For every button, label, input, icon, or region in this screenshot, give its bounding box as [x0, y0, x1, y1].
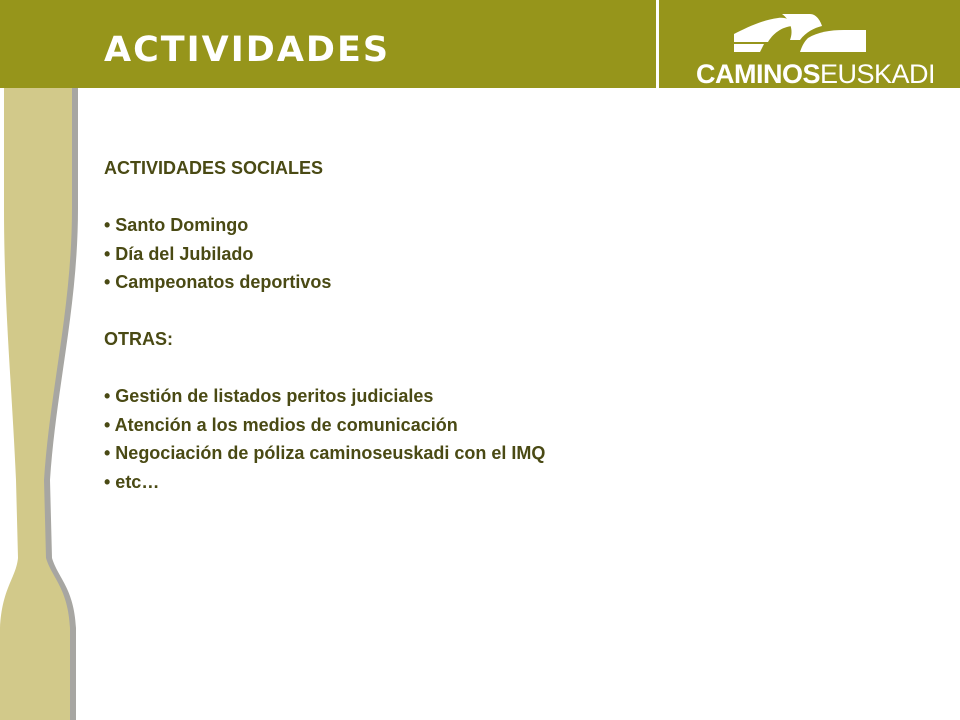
list-item: • Día del Jubilado — [104, 243, 254, 264]
spacer — [104, 297, 904, 326]
camino-wave-logo-mark-icon — [734, 12, 874, 54]
logo-text-caminos: CAMINOS — [696, 59, 820, 89]
section-heading-social: ACTIVIDADES SOCIALES — [104, 158, 324, 178]
list-item: • Santo Domingo — [104, 215, 249, 235]
list-item: • Negociación de póliza caminoseuskadi con el IMQ — [104, 443, 546, 463]
slide-title: ACTIVIDADES — [104, 30, 391, 70]
slide-content — [104, 154, 904, 496]
logo-wordmark — [696, 60, 935, 88]
list-item: • Atención a los medios de comunicación — [104, 414, 458, 435]
caminos-euskadi-logo — [690, 8, 940, 88]
logo-text-euskadi: EUSKADI — [820, 59, 936, 89]
spacer — [104, 354, 904, 383]
list-item: • Gestión de listados peritos judiciales — [104, 386, 434, 406]
header-divider — [656, 0, 659, 88]
decorative-side-shape — [0, 88, 90, 720]
spacer — [104, 183, 904, 212]
section-heading-other: OTRAS: — [104, 329, 173, 349]
list-item: • etc… — [104, 471, 160, 492]
list-item: • Campeonatos deportivos — [104, 272, 332, 292]
